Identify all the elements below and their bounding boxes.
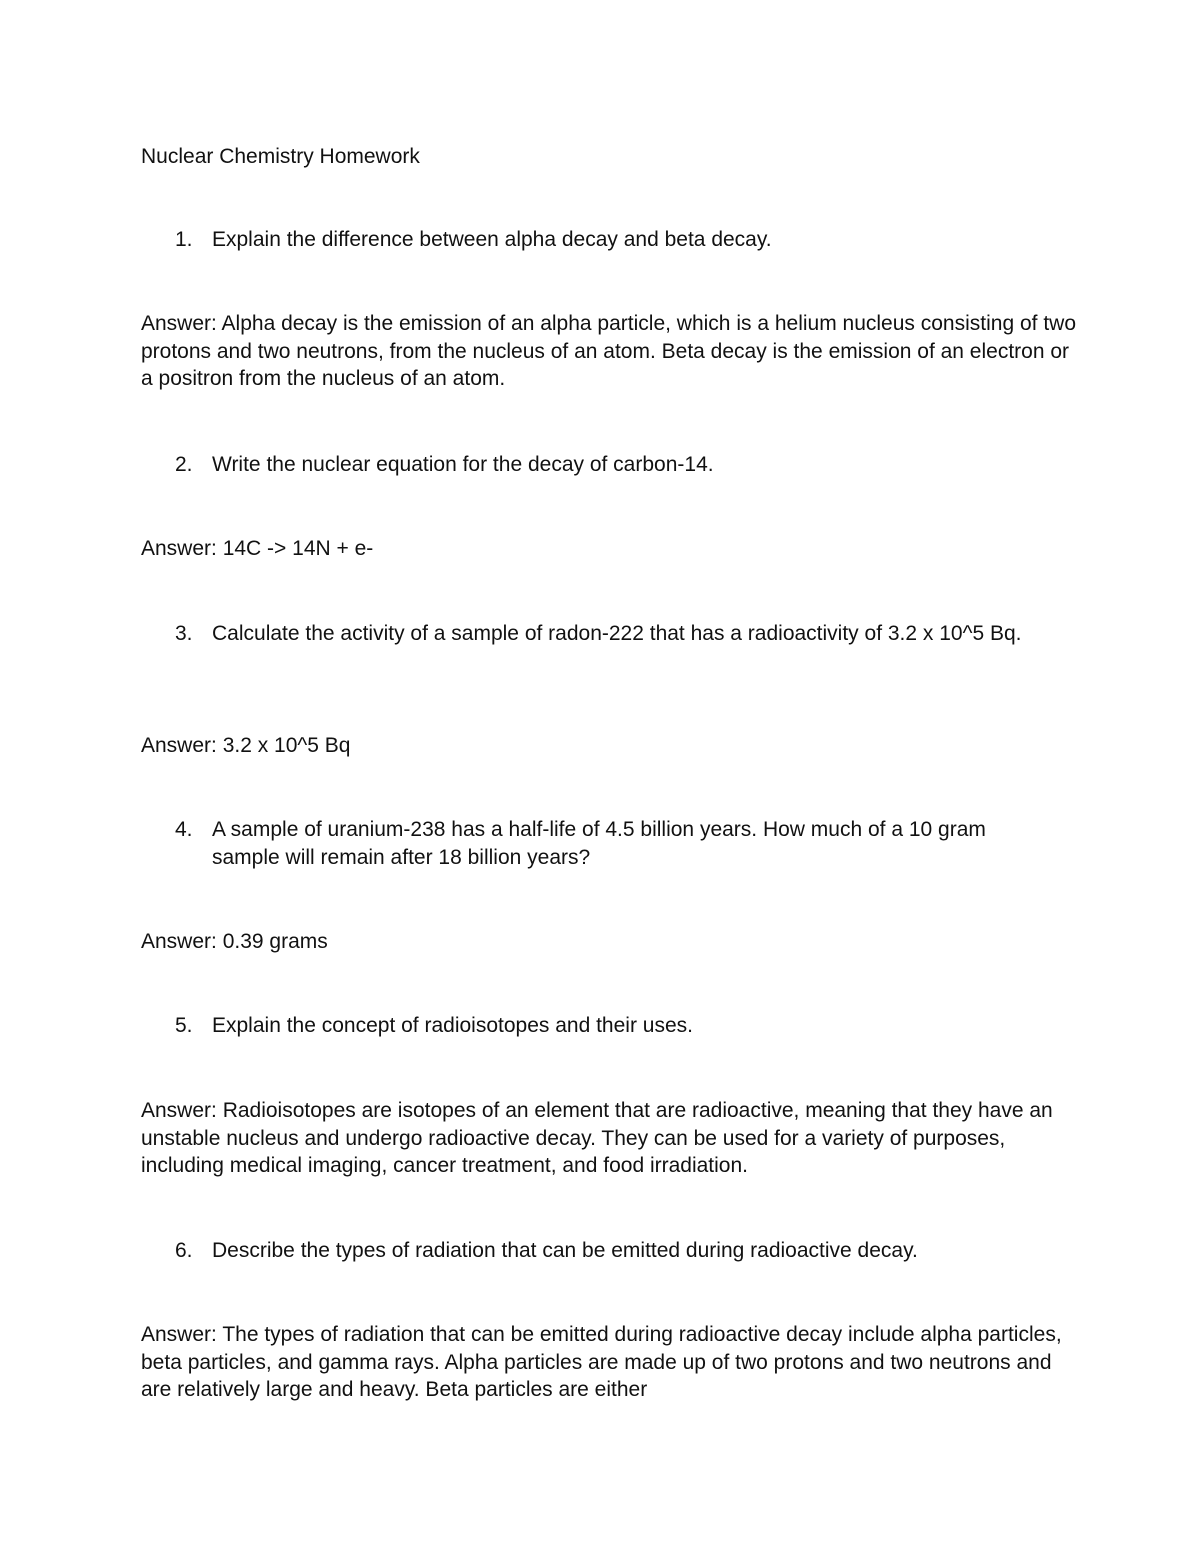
answer-4: Answer: 0.39 grams [141, 930, 328, 953]
question-text: A sample of uranium-238 has a half-life of 4.5 billion years. How much of a 10 gram sample will remain after 18 billion years? [212, 818, 986, 869]
document-title: Nuclear Chemistry Homework [141, 145, 420, 168]
question-number: 4. [175, 818, 193, 841]
answer-1: Answer: Alpha decay is the emission of an alpha particle, which is a helium nucleus consisting of two protons and two neutrons, from the nucleus of an atom. Beta decay is the emission of an electron or a positron from the nucleus of an atom. [141, 312, 1076, 390]
question-5 [141, 1012, 1041, 1040]
answer-3: Answer: 3.2 x 10^5 Bq [141, 734, 351, 757]
question-text: Explain the difference between alpha decay and beta decay. [212, 228, 772, 251]
question-number: 3. [175, 622, 193, 645]
question-6 [141, 1237, 1041, 1265]
question-number: 6. [175, 1239, 193, 1262]
question-text: Calculate the activity of a sample of radon-222 that has a radioactivity of 3.2 x 10^5 Bq. [212, 622, 1022, 645]
question-number: 2. [175, 453, 193, 476]
question-number: 1. [175, 228, 193, 251]
question-text: Explain the concept of radioisotopes and their uses. [212, 1014, 693, 1037]
answer-6: Answer: The types of radiation that can be emitted during radioactive decay include alpha particles, beta particles, and gamma rays. Alpha particles are made up of two protons and two neutrons and are relatively large and heavy. Beta particles are either [141, 1323, 1062, 1401]
answer-5: Answer: Radioisotopes are isotopes of an element that are radioactive, meaning that they have an unstable nucleus and undergo radioactive decay. They can be used for a variety of purposes, including medical imaging, cancer treatment, and food irradiation. [141, 1099, 1053, 1177]
question-4 [141, 816, 1041, 871]
question-text: Describe the types of radiation that can be emitted during radioactive decay. [212, 1239, 918, 1262]
question-number: 5. [175, 1014, 193, 1037]
question-3 [141, 620, 1041, 648]
question-text: Write the nuclear equation for the decay of carbon-14. [212, 453, 714, 476]
question-2 [141, 451, 1041, 479]
answer-2: Answer: 14C -> 14N + e- [141, 537, 374, 560]
question-1 [141, 226, 1041, 254]
